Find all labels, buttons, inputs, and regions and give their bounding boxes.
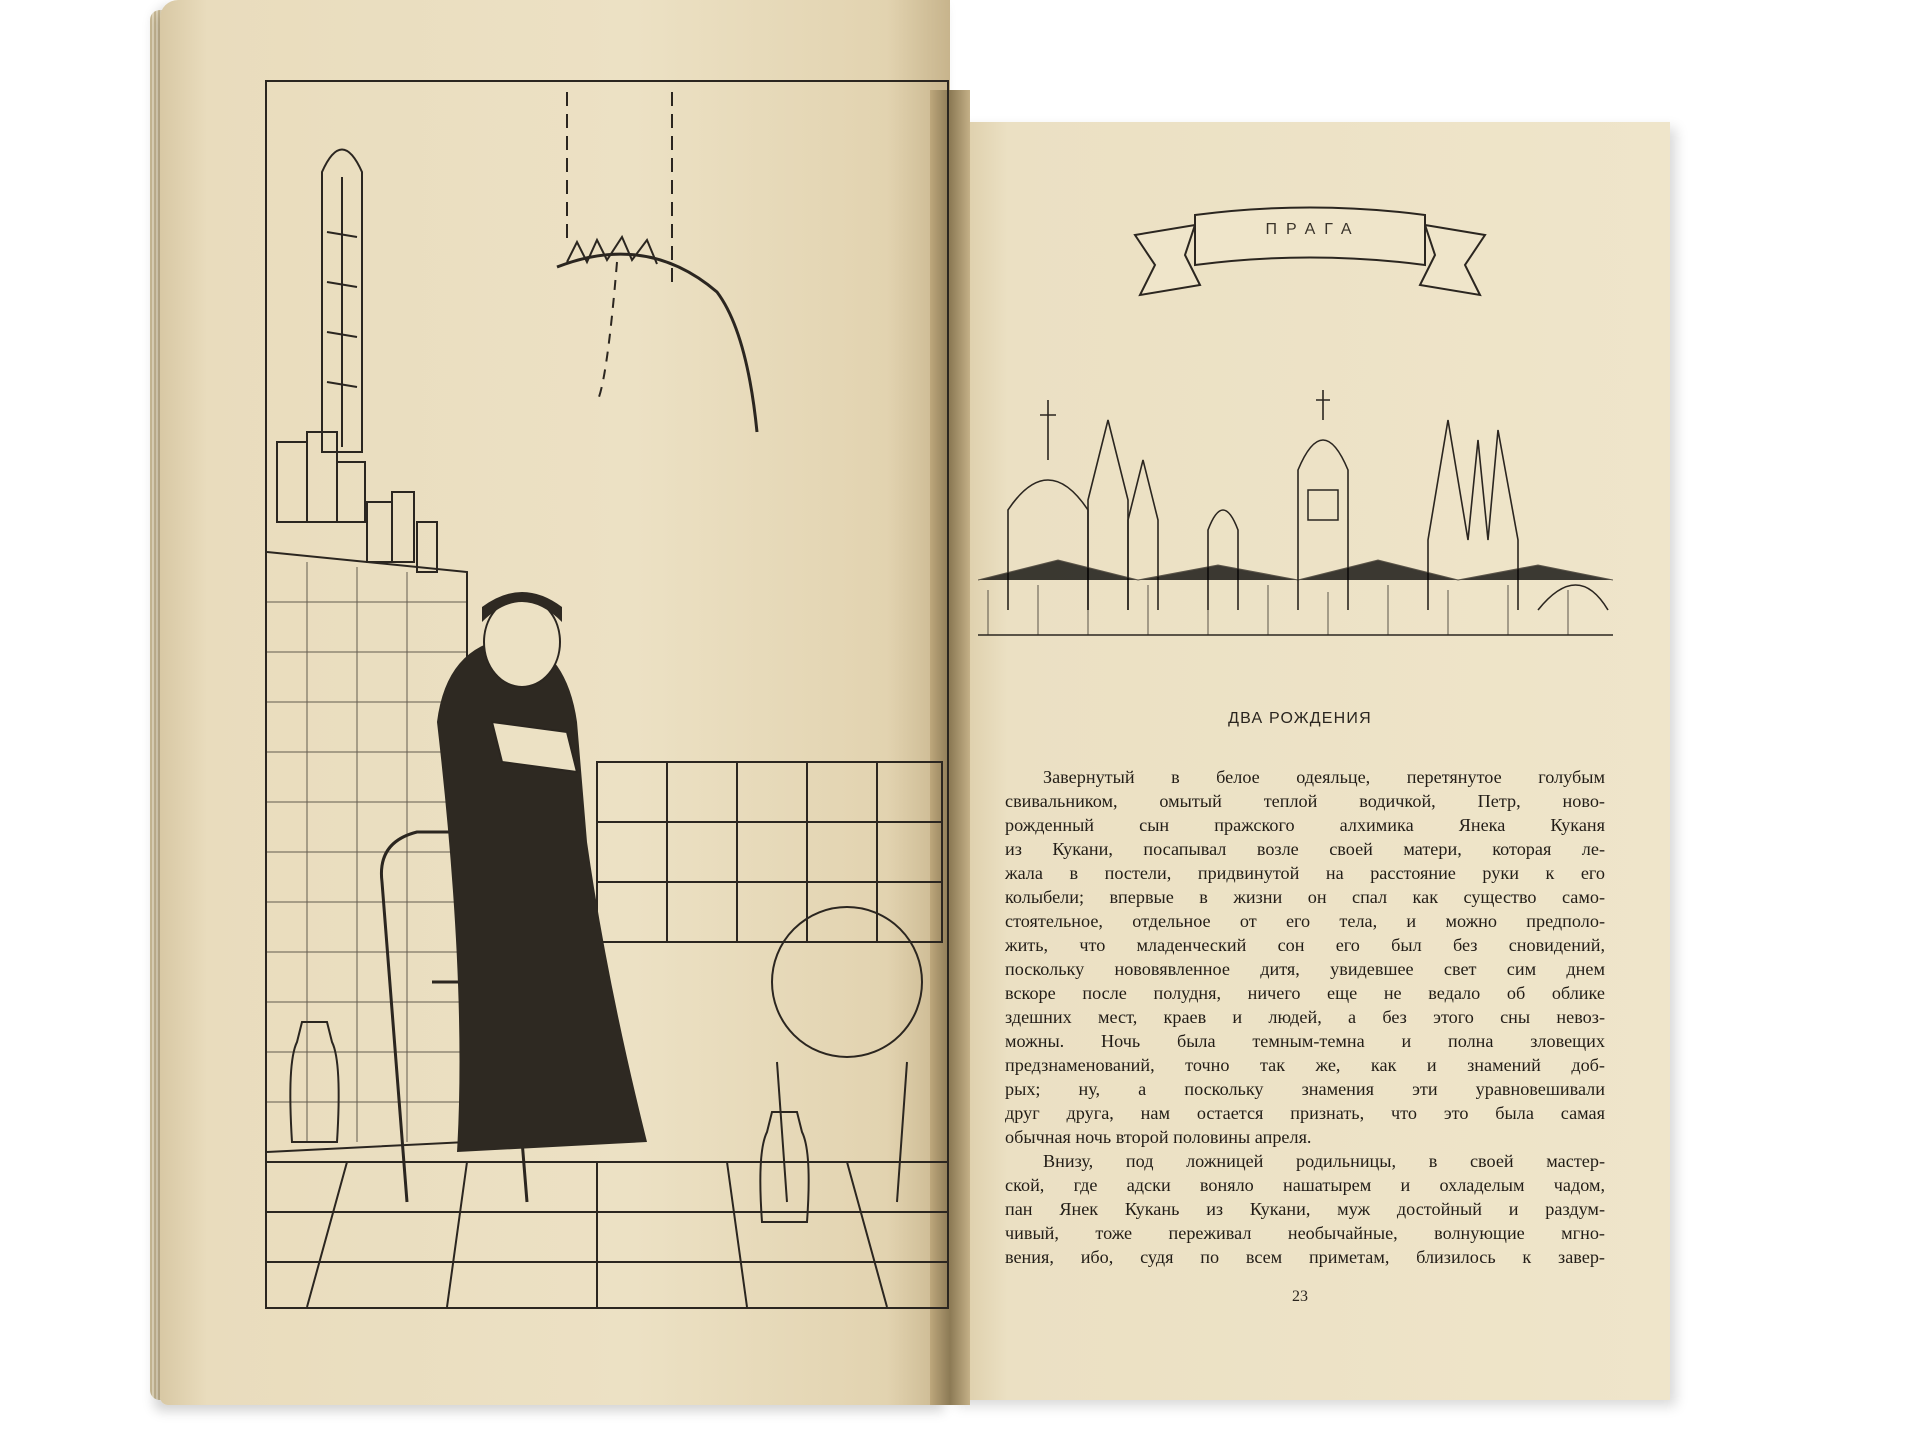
prague-skyline [978, 380, 1613, 645]
alchemist-drawing [267, 82, 947, 1307]
body-text [1005, 765, 1605, 1269]
text-line: ской, где адски воняло нашатырем и охладелым чадом, [1005, 1175, 1605, 1195]
text-line: обычная ночь второй половины апреля. [1005, 1127, 1312, 1147]
hanging-crocodile [557, 254, 757, 432]
page-number: 23 [1292, 1288, 1308, 1305]
text-line: рых; ну, а поскольку знамения эти уравновешивали [1005, 1079, 1605, 1099]
text-line: чивый, тоже переживал необычайные, волнующие мгно- [1005, 1223, 1605, 1243]
text-line: свивальником, омытый теплой водичкой, Петр, ново- [1005, 791, 1605, 811]
text-line: из Кукани, посапывал возле своей матери, которая ле- [1005, 839, 1605, 859]
text-line: жить, что младенческий сон его был без сновидений, [1005, 935, 1605, 955]
text-line: жала в постели, придвинутой на расстояние руки к его [1005, 863, 1605, 883]
text-line: рожденный сын пражского алхимика Янека Куканя [1005, 815, 1605, 835]
ribbon-banner [1125, 195, 1495, 305]
globe [772, 907, 922, 1057]
text-line: можны. Ночь была темным-темна и полна зловещих [1005, 1031, 1605, 1051]
text-line: стоятельное, отдельное от его тела, и можно предполо- [1005, 911, 1605, 931]
text-line: здешних мест, краев и людей, а без этого сны невоз- [1005, 1007, 1605, 1027]
text-line: пан Янек Кукань из Кукани, муж достойный и раздум- [1005, 1199, 1605, 1219]
ribbon-shape [1125, 195, 1495, 305]
chapter-title: ДВА РОЖДЕНИЯ [1228, 710, 1372, 727]
text-line: Завернутый в белое одеяльце, перетянутое голубым [1043, 767, 1605, 787]
text-line: вскоре после полудня, ничего еще не ведало об облике [1005, 983, 1605, 1003]
text-line: предзнаменований, точно так же, как и знамений доб- [1005, 1055, 1605, 1075]
ribbon-label: ПРАГА [1265, 221, 1361, 238]
alchemist-figure [437, 592, 647, 1152]
text-line: колыбели; впервые в жизни он спал как существо само- [1005, 887, 1605, 907]
text-line: Внизу, под ложницей родильницы, в своей мастер- [1043, 1151, 1605, 1171]
alchemist-illustration [265, 80, 949, 1309]
text-line: вения, ибо, судя по всем приметам, близилось к завер- [1005, 1247, 1605, 1267]
text-line: друг друга, нам остается признать, что это была самая [1005, 1103, 1605, 1123]
text-line: поскольку нововявленное дитя, увидевшее свет сим днем [1005, 959, 1605, 979]
skyline-drawing [978, 380, 1613, 645]
